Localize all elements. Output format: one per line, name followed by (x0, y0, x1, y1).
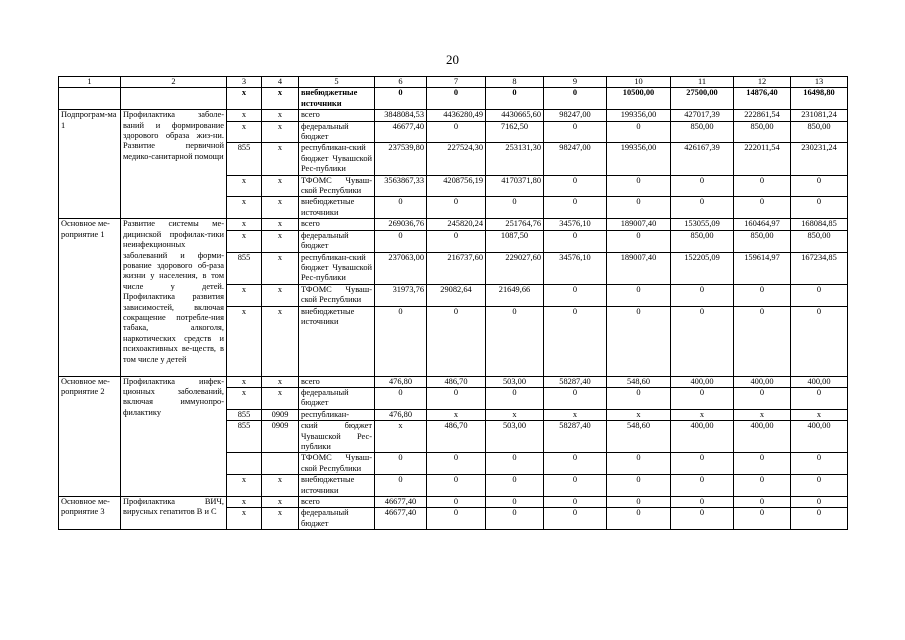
table-cell: 0 (791, 175, 848, 197)
table-cell: 227524,30 (427, 143, 486, 175)
table-cell: 98247,00 (544, 143, 607, 175)
table-cell: 400,00 (671, 376, 734, 387)
table-cell: 0 (734, 387, 791, 409)
table-cell: 0 (486, 197, 544, 219)
table-cell: 503,00 (486, 376, 544, 387)
table-cell: х (227, 121, 262, 143)
table-cell: Профилактика инфек-ционных заболеваний, включая иммунопро-филактику (121, 376, 227, 496)
table-cell: 46677,40 (375, 508, 427, 530)
table-cell: х (671, 409, 734, 420)
table-cell: 34576,10 (544, 219, 607, 230)
table-cell: 237539,80 (375, 143, 427, 175)
table-cell: 0 (486, 88, 544, 110)
table-cell: х (427, 409, 486, 420)
table-cell: Развитие системы ме-дицинской профилак-тики неинфекционных заболеваний и форми-рование здорового об-раза жизни у населения, в том числе у детей. Профилактика развития зависимостей, включая сокращение потребле-ния табака, алкоголя, наркотических средств и психоактивных ве-ществ, в том числе у детей (121, 219, 227, 376)
table-cell: 31973,76 (375, 284, 427, 306)
table-cell: 199356,00 (607, 143, 671, 175)
column-number-cell: 7 (427, 77, 486, 88)
table-cell: х (262, 387, 299, 409)
table-cell: федеральный бюджет (299, 387, 375, 409)
table-cell: х (227, 219, 262, 230)
table-cell: 0 (544, 88, 607, 110)
table-cell: 152205,09 (671, 252, 734, 284)
table-cell: федеральный бюджет (299, 121, 375, 143)
table-cell: 3848084,53 (375, 110, 427, 121)
table-cell: ский бюджет Чувашской Рес-публики (299, 421, 375, 453)
table-cell: 0 (791, 453, 848, 475)
table-cell: 269036,76 (375, 219, 427, 230)
table-cell: 0 (791, 306, 848, 376)
table-cell: х (227, 475, 262, 497)
table-cell: 855 (227, 252, 262, 284)
table-cell: 0 (375, 230, 427, 252)
column-number-cell: 12 (734, 77, 791, 88)
column-number-cell: 2 (121, 77, 227, 88)
table-cell: 0 (607, 497, 671, 508)
table-cell: 245820,24 (427, 219, 486, 230)
table-cell: 58287,40 (544, 376, 607, 387)
table-cell: 189007,40 (607, 219, 671, 230)
column-number-cell: 6 (375, 77, 427, 88)
table-cell: 0 (375, 475, 427, 497)
table-cell: 0 (375, 88, 427, 110)
table-cell: 222011,54 (734, 143, 791, 175)
table-cell: 199356,00 (607, 110, 671, 121)
table-cell: 4208756,19 (427, 175, 486, 197)
table-cell: 0 (791, 197, 848, 219)
table-cell: х (544, 409, 607, 420)
table-cell: 0 (486, 497, 544, 508)
table-cell: 14876,40 (734, 88, 791, 110)
table-cell (262, 453, 299, 475)
table-cell: 58287,40 (544, 421, 607, 453)
table-cell: 0 (791, 475, 848, 497)
table-cell: Профилактика ВИЧ, вирусных гепатитов В и С (121, 497, 227, 530)
table-cell: 426167,39 (671, 143, 734, 175)
table-cell: 0 (791, 284, 848, 306)
page-number: 20 (446, 52, 459, 67)
column-number-cell: 9 (544, 77, 607, 88)
table-cell: 400,00 (671, 421, 734, 453)
table-cell: 168084,85 (791, 219, 848, 230)
table-cell: 0 (607, 121, 671, 143)
table-cell: 0 (734, 197, 791, 219)
table-cell: 230231,24 (791, 143, 848, 175)
table-cell: 0 (671, 508, 734, 530)
table-cell: 0 (671, 175, 734, 197)
table-row (59, 376, 848, 387)
table-cell (59, 88, 121, 110)
table-cell: 222861,54 (734, 110, 791, 121)
table-cell: республикан- (299, 409, 375, 420)
table-cell: х (262, 219, 299, 230)
table-cell: 189007,40 (607, 252, 671, 284)
table-cell: 0 (544, 306, 607, 376)
table-cell: 476,80 (375, 409, 427, 420)
table-cell: 34576,10 (544, 252, 607, 284)
table-cell: 0 (734, 284, 791, 306)
table-cell: х (227, 197, 262, 219)
table-cell: х (734, 409, 791, 420)
table-cell: 0 (544, 453, 607, 475)
table-cell: 3563867,33 (375, 175, 427, 197)
table-cell: 21649,66 (486, 284, 544, 306)
table-cell: 0 (544, 475, 607, 497)
table-cell: 0 (791, 387, 848, 409)
table-cell: 0 (544, 197, 607, 219)
table-cell: 0 (427, 508, 486, 530)
table-cell: 0 (734, 497, 791, 508)
table-cell: 0 (544, 508, 607, 530)
table-row (59, 219, 848, 230)
table-cell: х (227, 497, 262, 508)
table-cell: 850,00 (734, 230, 791, 252)
table-cell: 0 (375, 387, 427, 409)
table-cell: 231081,24 (791, 110, 848, 121)
table-cell: х (227, 376, 262, 387)
table-cell: 0 (375, 453, 427, 475)
table-cell: х (791, 409, 848, 420)
table-cell: 548,60 (607, 376, 671, 387)
table-cell: 0 (671, 197, 734, 219)
table-cell: 0 (427, 475, 486, 497)
table-cell: 400,00 (734, 421, 791, 453)
table-cell: 0 (427, 497, 486, 508)
table-cell: ТФОМС Чуваш-ской Республики (299, 175, 375, 197)
table-cell: 0 (671, 497, 734, 508)
table-cell: 476,80 (375, 376, 427, 387)
table-cell: 46677,40 (375, 121, 427, 143)
table-cell: 0 (607, 306, 671, 376)
table-cell: 216737,60 (427, 252, 486, 284)
table-cell: х (262, 175, 299, 197)
table-cell: 4170371,80 (486, 175, 544, 197)
table-cell: 0 (671, 453, 734, 475)
table-cell: х (227, 508, 262, 530)
table-cell: всего (299, 219, 375, 230)
table-cell: х (227, 88, 262, 110)
table-cell: 0 (791, 497, 848, 508)
table-cell: х (262, 376, 299, 387)
table-row (59, 110, 848, 121)
table-cell: республикан-ский бюджет Чувашской Рес-публики (299, 143, 375, 175)
table-cell: 153055,09 (671, 219, 734, 230)
table-cell: 0 (427, 306, 486, 376)
table-cell: 0 (427, 387, 486, 409)
table-cell: 229027,60 (486, 252, 544, 284)
table-cell: 237063,00 (375, 252, 427, 284)
table-cell: 0 (607, 197, 671, 219)
table-cell: 0 (734, 508, 791, 530)
table-cell: всего (299, 376, 375, 387)
table-body (59, 77, 848, 530)
table-cell: 0 (791, 508, 848, 530)
table-cell: 850,00 (671, 230, 734, 252)
table-cell: республикан-ский бюджет Чувашской Рес-публики (299, 252, 375, 284)
table-cell: х (262, 252, 299, 284)
table-cell: Основное ме-роприятие 1 (59, 219, 121, 376)
table-cell: Основное ме-роприятие 2 (59, 376, 121, 496)
table-cell (121, 88, 227, 110)
table-cell: 0 (427, 121, 486, 143)
table-cell: внебюджетные источники (299, 197, 375, 219)
table-cell: 850,00 (734, 121, 791, 143)
table-cell: 850,00 (671, 121, 734, 143)
table-cell (227, 453, 262, 475)
table-cell: 7162,50 (486, 121, 544, 143)
table-cell: х (227, 230, 262, 252)
table-cell: ТФОМС Чуваш-ской Республики (299, 284, 375, 306)
table-cell: 0 (734, 306, 791, 376)
table-cell: 0 (544, 175, 607, 197)
table-cell: федеральный бюджет (299, 230, 375, 252)
table-cell: Подпрограм-ма 1 (59, 110, 121, 219)
table-cell: 0 (734, 175, 791, 197)
column-number-cell: 11 (671, 77, 734, 88)
table-cell: 0 (427, 88, 486, 110)
table-cell: 0 (544, 284, 607, 306)
table-cell: 850,00 (791, 121, 848, 143)
table-cell: 855 (227, 421, 262, 453)
table-cell: 0 (671, 284, 734, 306)
column-number-cell: 5 (299, 77, 375, 88)
table-cell: Профилактика заболе-ваний и формирование здорового образа жиз-ни. Развитие первичной медико-санитарной помощи (121, 110, 227, 219)
column-number-cell: 1 (59, 77, 121, 88)
table-cell: 46677,40 (375, 497, 427, 508)
table-cell: 0 (671, 306, 734, 376)
table-cell: х (486, 409, 544, 420)
table-cell: 0 (486, 306, 544, 376)
table-cell: 0 (427, 453, 486, 475)
table-cell: 0 (544, 121, 607, 143)
table-cell: всего (299, 497, 375, 508)
table-cell: 27500,00 (671, 88, 734, 110)
table-cell: х (262, 197, 299, 219)
table-cell: х (262, 143, 299, 175)
table-cell: 0 (427, 197, 486, 219)
table-cell: 0 (427, 230, 486, 252)
table-cell: 855 (227, 143, 262, 175)
table-cell: 16498,80 (791, 88, 848, 110)
table-cell: 400,00 (734, 376, 791, 387)
table-cell: внебюджетные источники (299, 475, 375, 497)
table-cell: 400,00 (791, 421, 848, 453)
table-cell: ТФОМС Чуваш-ской Республики (299, 453, 375, 475)
table-cell: х (262, 306, 299, 376)
budget-table (58, 76, 848, 530)
table-cell: х (227, 387, 262, 409)
table-cell: 0 (544, 387, 607, 409)
table-cell: х (262, 284, 299, 306)
table-cell: 400,00 (791, 376, 848, 387)
table-cell: х (262, 88, 299, 110)
table-cell: х (227, 110, 262, 121)
table-cell: 548,60 (607, 421, 671, 453)
table-cell: всего (299, 110, 375, 121)
column-number-cell: 13 (791, 77, 848, 88)
table-row (59, 497, 848, 508)
table-cell: 4436280,49 (427, 110, 486, 121)
table-cell: внебюджетные источники (299, 306, 375, 376)
table-cell: федеральный бюджет (299, 508, 375, 530)
table-cell: 486,70 (427, 421, 486, 453)
table-cell: 0 (734, 475, 791, 497)
column-number-cell: 4 (262, 77, 299, 88)
table-cell: внебюджетные источники (299, 88, 375, 110)
table-cell: 0 (607, 475, 671, 497)
table-cell: х (262, 121, 299, 143)
table-cell: 855 (227, 409, 262, 420)
table-cell: 159614,97 (734, 252, 791, 284)
table-cell: х (262, 497, 299, 508)
table-cell: 503,00 (486, 421, 544, 453)
table-cell: Основное ме-роприятие 3 (59, 497, 121, 530)
table-cell: 98247,00 (544, 110, 607, 121)
table-cell: 0 (486, 508, 544, 530)
column-number-cell: 3 (227, 77, 262, 88)
table-cell: 29082,64 (427, 284, 486, 306)
table-cell: 0909 (262, 421, 299, 453)
table-cell: 4430665,60 (486, 110, 544, 121)
table-cell: 253131,30 (486, 143, 544, 175)
table-cell: 0 (486, 387, 544, 409)
table-cell: 0 (486, 475, 544, 497)
table-cell: 0 (671, 387, 734, 409)
table-cell: 0 (375, 306, 427, 376)
table-cell: 850,00 (791, 230, 848, 252)
table-cell: х (227, 284, 262, 306)
table-cell: 0 (671, 475, 734, 497)
column-number-row (59, 77, 848, 88)
table-cell: х (227, 175, 262, 197)
table-cell: х (262, 110, 299, 121)
table-cell: 167234,85 (791, 252, 848, 284)
table-cell: 0 (544, 497, 607, 508)
table-cell: х (227, 306, 262, 376)
table-cell: 0 (607, 508, 671, 530)
table-cell: 0 (734, 453, 791, 475)
table-cell: 486,70 (427, 376, 486, 387)
table-cell: 0 (607, 175, 671, 197)
table-cell: х (262, 230, 299, 252)
table-cell: 251764,76 (486, 219, 544, 230)
column-number-cell: 10 (607, 77, 671, 88)
table-cell: х (607, 409, 671, 420)
table-cell: 0 (607, 453, 671, 475)
table-cell: 427017,39 (671, 110, 734, 121)
table-cell: 0 (607, 284, 671, 306)
table-cell: 10500,00 (607, 88, 671, 110)
table-cell: 0 (544, 230, 607, 252)
table-cell: 1087,50 (486, 230, 544, 252)
table-cell: 160464,97 (734, 219, 791, 230)
table-cell: 0 (607, 387, 671, 409)
table-cell: 0 (607, 230, 671, 252)
table-cell: 0 (486, 453, 544, 475)
table-cell: х (262, 475, 299, 497)
table-row (59, 88, 848, 110)
table-cell: 0 (375, 197, 427, 219)
table-cell: х (262, 508, 299, 530)
table-cell: 0909 (262, 409, 299, 420)
column-number-cell: 8 (486, 77, 544, 88)
table-cell: х (375, 421, 427, 453)
